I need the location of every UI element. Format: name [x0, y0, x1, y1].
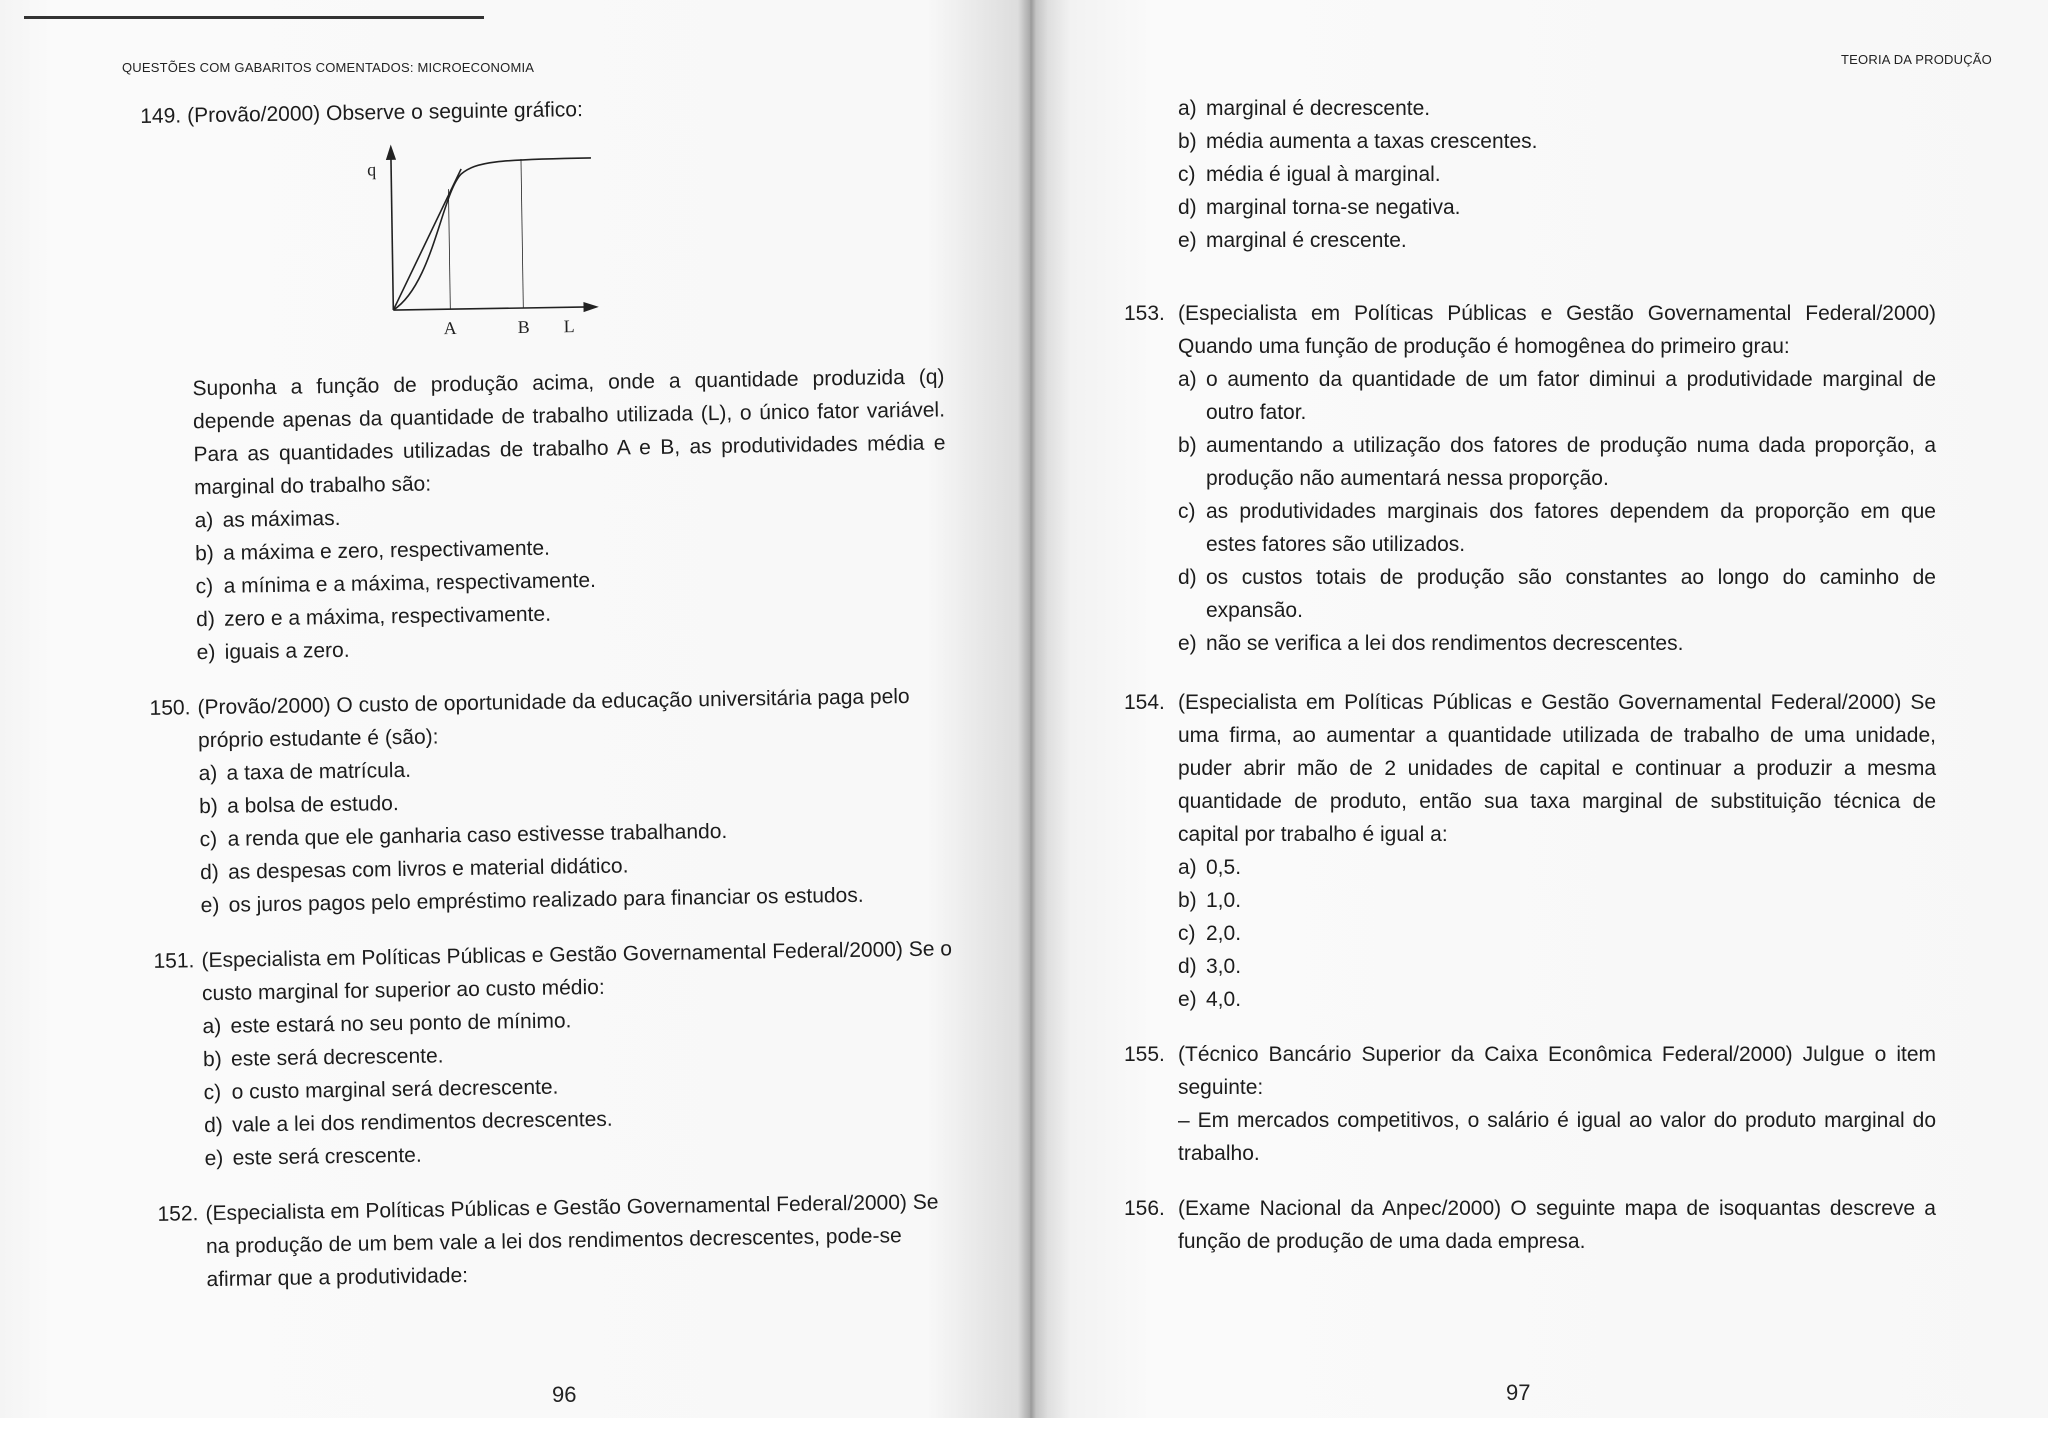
y-axis-label: q — [366, 159, 377, 180]
total-product-curve — [391, 158, 593, 310]
option-d: d) zero e a máxima, respectivamente. — [195, 602, 552, 632]
option-c: c) as produtividades marginais dos fatores dependem da proporção em que estes fatores são utilizados. — [1178, 500, 1936, 556]
question-number: 155. — [1124, 1043, 1165, 1066]
question-item: – Em mercados competitivos, o salário é igual ao valor do produto marginal do trabalho. — [1178, 1109, 1936, 1165]
option-b: b) este será decrescente. — [202, 1044, 444, 1072]
question-text: Suponha a função de produção acima, onde a quantidade produzida (q) depende apenas da quantidade de trabalho utilizada (L), o único fator variável. Para as quantidades utilizadas de trabalho A e B, as produtividades média e marginal do trabalho são: — [192, 365, 946, 500]
x-axis — [393, 307, 588, 310]
x-axis-arrow — [584, 303, 596, 311]
question-stem: (Provão/2000) Observe o seguinte gráfico: — [186, 98, 583, 128]
options-149 — [146, 492, 948, 670]
question-150 — [149, 679, 953, 923]
top-rule — [24, 16, 484, 19]
question-number: 152. — [157, 1202, 199, 1226]
question-number: 154. — [1124, 691, 1165, 714]
option-a: a) este estará no seu ponto de mínimo. — [202, 1009, 572, 1039]
question-stem: (Provão/2000) O custo de oportunidade da educação universitária paga pelo próprio estudante é (são): — [197, 684, 910, 753]
option-e: e) os juros pagos pelo empréstimo realizado para financiar os estudos. — [200, 883, 864, 918]
options-152 — [1124, 92, 1936, 257]
question-number: 153. — [1124, 302, 1165, 325]
y-axis-arrow — [387, 147, 395, 159]
question-152 — [157, 1185, 958, 1297]
option-c: c) a mínima e a máxima, respectivamente. — [195, 568, 597, 599]
running-head-left: QUESTÕES COM GABARITOS COMENTADOS: MICROECONOMIA — [122, 60, 535, 75]
question-number: 149. — [140, 104, 182, 128]
option-c: c) 2,0. — [1178, 922, 1242, 945]
option-e: e) marginal é crescente. — [1178, 229, 1407, 252]
option-e: e) iguais a zero. — [196, 638, 350, 665]
question-156 — [1124, 1192, 1936, 1258]
point-a-label: A — [443, 318, 457, 336]
question-155 — [1124, 1038, 1936, 1170]
option-c: c) o custo marginal será decrescente. — [203, 1075, 559, 1105]
book-gutter — [1018, 0, 1048, 1447]
scan-bottom-margin — [0, 1418, 2048, 1447]
options-150 — [150, 745, 952, 923]
left-column — [140, 87, 959, 1296]
question-153 — [1124, 297, 1936, 660]
question-stem: (Especialista em Políticas Públicas e Gestão Governamental Federal/2000) Se na produção de um bem vale a lei dos rendimentos decrescentes, pode-se afirmar que a produtividade: — [205, 1190, 939, 1292]
page-number-left: 96 — [552, 1382, 577, 1407]
page-number-right: 97 — [1506, 1380, 1531, 1405]
right-column — [1124, 92, 1936, 1258]
options-151 — [154, 998, 956, 1176]
option-d: d) 3,0. — [1178, 955, 1242, 978]
x-axis-label: L — [563, 316, 575, 336]
option-c: c) média é igual à marginal. — [1178, 163, 1441, 186]
point-b-label: B — [517, 316, 530, 336]
option-a: a) o aumento da quantidade de um fator diminui a produtividade marginal de outro fator. — [1178, 368, 1936, 424]
option-d: d) os custos totais de produção são constantes ao longo do caminho de expansão. — [1178, 566, 1936, 622]
question-stem: (Especialista em Políticas Públicas e Gestão Governamental Federal/2000) Se uma firma, ao aumentar a quantidade utilizada de trabalho de uma unidade, puder abrir mão de 2 unidades de capital e continuar a produzir a mesma quantidade de produto, então sua taxa marginal de substituição técnica de capital por trabalho é igual a: — [1178, 691, 1936, 846]
option-b: b) a bolsa de estudo. — [198, 792, 399, 819]
running-head-right: TEORIA DA PRODUÇÃO — [1841, 52, 1992, 67]
question-stem: (Especialista em Políticas Públicas e Gestão Governamental Federal/2000) Quando uma função de produção é homogênea do primeiro grau: — [1178, 302, 1936, 358]
option-c: c) a renda que ele ganharia caso estivesse trabalhando. — [199, 819, 728, 852]
option-b: b) média aumenta a taxas crescentes. — [1178, 130, 1538, 153]
option-e: e) 4,0. — [1178, 988, 1242, 1011]
options-153 — [1124, 363, 1936, 660]
options-154 — [1124, 851, 1936, 1016]
y-axis — [391, 155, 393, 310]
option-b: b) aumentando a utilização dos fatores de produção numa dada proporção, a produção não aumentará nessa proporção. — [1178, 434, 1936, 490]
option-a: a) marginal é decrescente. — [1178, 97, 1431, 120]
guide-b — [521, 159, 523, 308]
option-d: d) marginal torna-se negativa. — [1178, 196, 1461, 219]
question-154 — [1124, 686, 1936, 1016]
question-151 — [153, 932, 957, 1176]
question-number: 150. — [149, 696, 191, 720]
option-d: d) vale a lei dos rendimentos decrescentes. — [203, 1107, 613, 1138]
question-number: 156. — [1124, 1197, 1165, 1220]
option-e: e) não se verifica a lei dos rendimentos decrescentes. — [1178, 632, 1684, 655]
question-149 — [140, 87, 949, 669]
option-b: b) 1,0. — [1178, 889, 1242, 912]
option-a: a) as máximas. — [194, 506, 341, 533]
question-number: 151. — [153, 949, 195, 973]
question-stem: (Especialista em Políticas Públicas e Gestão Governamental Federal/2000) Se o custo marginal for superior ao custo médio: — [201, 937, 953, 1006]
option-d: d) as despesas com livros e material didático. — [199, 854, 629, 885]
guide-a — [448, 189, 450, 309]
option-b: b) a máxima e zero, respectivamente. — [194, 536, 551, 566]
question-stem: (Exame Nacional da Anpec/2000) O seguinte mapa de isoquantas descreve a função de produção de uma dada empresa. — [1178, 1197, 1936, 1253]
option-e: e) este será crescente. — [204, 1143, 422, 1171]
option-a: a) 0,5. — [1178, 856, 1242, 879]
question-stem: (Técnico Bancário Superior da Caixa Econômica Federal/2000) Julgue o item seguinte: — [1178, 1043, 1936, 1099]
production-function-graph — [361, 131, 624, 335]
option-a: a) a taxa de matrícula. — [198, 758, 412, 786]
